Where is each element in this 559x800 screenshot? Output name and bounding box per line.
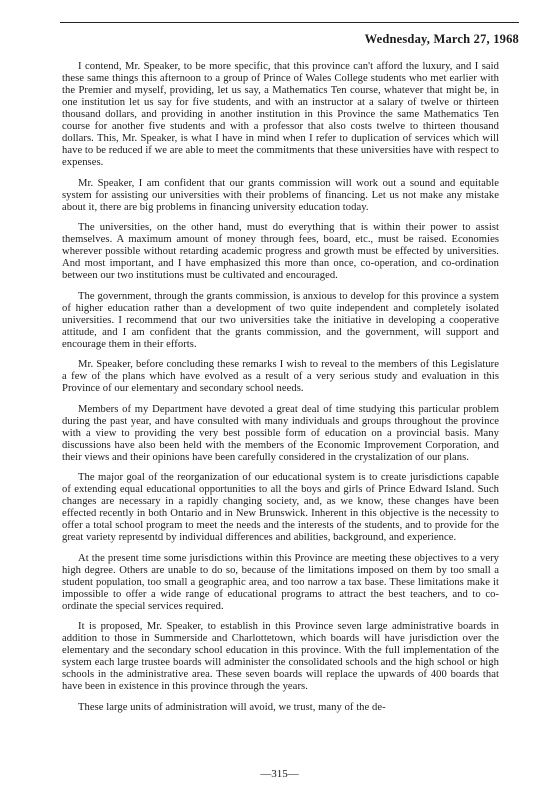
page-number: —315— (260, 768, 299, 780)
header-date: Wednesday, March 27, 1968 (364, 32, 519, 46)
paragraph: The universities, on the other hand, must do everything that is within their power to assist themselves. A maximum amount of money through fees, board, etc., must be raised. Economies wherever possible without retarding academic progress and growth must be effected by universities. And most important, and I have emphasized this more than once, co-operation, and co-ordination between our two institutions must be cultivated and encouraged. (62, 222, 499, 281)
paragraph: Mr. Speaker, before concluding these remarks I wish to reveal to the members of this Legislature a few of the plans which have evolved as a result of a very serious study and evaluation in this Province of our elementary and secondary school needs. (62, 359, 499, 394)
header-rule (60, 22, 519, 23)
paragraph: I contend, Mr. Speaker, to be more specific, that this province can't afford the luxury, and I said these same things this afternoon to a group of Prince of Wales College students who met earlier with the Premier and myself, providing, let us say, a Mathematics Ten course, whatever that might be, in one institution let us say for five students, and with an instructor at a salary of twelve or thirteen thousand dollars, and providing in another institution in this Province the same Mathematics Ten course for another five students and with a professor that also costs twelve to thirteen thousand dollars. This, Mr. Speaker, is what I have in mind when I refer to duplication of services which will have to be reduced if we are able to meet the commitments that these universities have with respect to expenses. (62, 61, 499, 168)
paragraph: Members of my Department have devoted a great deal of time studying this particular problem during the past year, and have consulted with many individuals and groups throughout the province with a view to providing the very best possible form of education on a provincial basis. Many discussions have also been held with the members of the Economic Improvement Corporation, and their views and their opinions have been carefully considered in the crystalization of our plans. (62, 403, 499, 463)
paragraph: These large units of administration will avoid, we trust, many of the de- (78, 701, 386, 713)
paragraph: Mr. Speaker, I am confident that our grants commission will work out a sound and equitable system for assisting our universities with their problems of financing. Let us not make any mistake about it, there are big problems in financing university education today. (62, 177, 499, 213)
paragraph: The government, through the grants commission, is anxious to develop for this province a system of higher education rather than a development of two quite independent and completely isolated universities. I recommend that our two universities take the initiative in developing a cooperative attitude, and I am confident that the grants commission, and the government, will support and encourage them in their efforts. (62, 290, 499, 350)
paragraph: At the present time some jurisdictions within this Province are meeting these objectives to a very high degree. Others are unable to do so, because of the limitations imposed on them by too small a student population, too small a geographic area, and too narrow a tax base. These limitations make it impossible to offer a wide range of educational programs to attract the best teachers, and to co-ordinate the special services required. (62, 552, 499, 612)
paragraph: It is proposed, Mr. Speaker, to establish in this Province seven large administrative boards in addition to those in Summerside and Charlottetown, which boards will have jurisdiction over the elementary and the secondary school education in this province. With the full implementation of the system each large trustee boards will administer the consolidated schools and the high school or high schools in the administrative area. These seven boards will replace the upwards of 400 boards that have been in existence in this province through the years. (62, 621, 499, 692)
paragraph: The major goal of the reorganization of our educational system is to create jurisdictions capable of extending equal educational opportunities to all the boys and girls of Prince Edward Island. Such changes are necessary in a rapidly changing society, and, as we know, these changes have been effected recently in both Ontario and in New Brunswick. Inherent in this objective is the necessity to offer a total school program to meet the needs and the interests of the students, and to provide for the great variety representd by individual differences and abilities, background, and experience. (62, 472, 499, 543)
body-text (62, 61, 499, 722)
